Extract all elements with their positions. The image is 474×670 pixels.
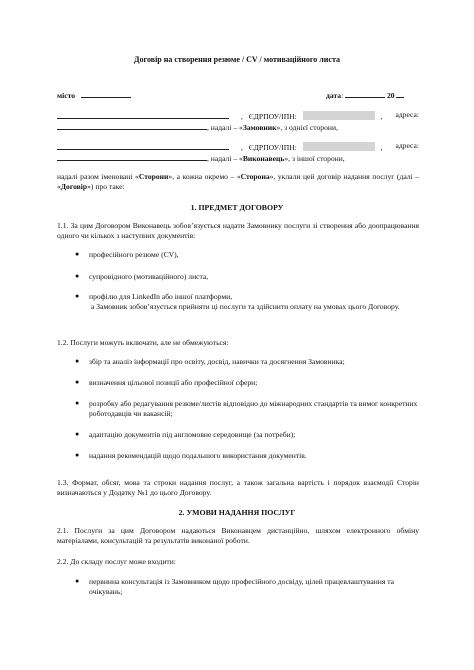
place-field[interactable]	[81, 89, 131, 98]
contractor-name-field[interactable]	[57, 141, 229, 150]
contractor-line-2: , надалі – «Виконавець», з іншої сторони,	[57, 152, 419, 164]
intro-paragraph: надалі разом іменовані «Сторони», а кожна окремо – «Сторона», уклали цей договір надання послуг (далі – «Договір») про таке:	[57, 172, 419, 192]
bullet-icon: ●	[75, 272, 80, 280]
bullet-icon: ●	[75, 378, 80, 386]
bullet-icon: ●	[75, 250, 80, 258]
bullet-icon: ●	[75, 577, 80, 585]
place-label: місто	[57, 91, 76, 100]
contractor-address-label: адреса:	[395, 141, 419, 150]
customer-edrpou-label: ЄДРПОУ/ІПН:	[248, 112, 297, 121]
place-row	[57, 89, 131, 101]
customer-line-1: , ЄДРПОУ/ІПН: , адреса:	[57, 110, 419, 122]
bullet-icon: ●	[75, 399, 80, 407]
contractor-edrpou-field[interactable]	[303, 142, 375, 151]
section-2-heading: 2. УМОВИ НАДАННЯ ПОСЛУГ	[178, 508, 296, 517]
customer-edrpou-field[interactable]	[303, 111, 375, 120]
clause-1-3: 1.3. Формат, обсяг, мова та строки надання послуг, а також загальна вартість і порядок взаємодії Сторін визначаються у Додатку №1 до цього Договору.	[57, 478, 419, 498]
clause-2-1: 2.1. Послуги за цим Договором надаються Виконавцем дистанційно, шляхом електронного обміну матеріалами, консультацій та результатів виконаної роботи.	[57, 526, 419, 546]
section-1-heading: 1. ПРЕДМЕТ ДОГОВОРУ	[190, 203, 284, 212]
customer-word: Замовник	[242, 123, 277, 132]
clause-2-2: 2.2. До складу послуг може входити:	[57, 557, 176, 566]
bullet-icon: ●	[75, 430, 80, 438]
clause-1-1: 1.1. За цим Договором Виконавець зобов’язується надати Замовнику послуги зі створення або доопрацювання одного чи кількох з наступних документів:	[57, 221, 419, 241]
contractor-word: Виконавець	[242, 154, 285, 163]
year-field[interactable]	[396, 89, 404, 98]
bullet-icon: ●	[75, 451, 80, 459]
contractor-line-1: , ЄДРПОУ/ІПН: , адреса:	[57, 141, 419, 153]
contractor-edrpou-label: ЄДРПОУ/ІПН:	[248, 143, 297, 152]
customer-name-field[interactable]	[57, 110, 229, 119]
bullet-icon: ●	[75, 292, 80, 300]
date-field[interactable]	[345, 89, 385, 98]
year-prefix: 20	[386, 91, 395, 100]
document-title: Договір на створення резюме / CV / мотиваційного листа	[134, 55, 340, 64]
customer-address-field[interactable]	[57, 121, 207, 130]
date-label: дата	[326, 91, 342, 100]
customer-line-2: , надалі – «Замовник», з однієї сторони,	[57, 121, 419, 133]
date-row: дата: 20	[326, 89, 404, 101]
contractor-address-field[interactable]	[57, 152, 207, 161]
document-page: Договір на створення резюме / CV / мотиваційного листа місто дата: 20 , ЄДРПОУ/ІПН: , адреса: , надалі – «Замовник», з однієї сторони, , ЄДРПОУ/ІПН: , адреса: , надалі – «Виконавець», з іншої сторони, надалі разом іменовані «Сторони», а кожна окремо – «Сторона», уклали цей договір надання послуг (далі – «Договір») про таке: 1. ПРЕДМЕТ ДОГОВОРУ 1.1. За цим Договором Виконавець зобов’язується надати Замовнику послуги зі створення або доопрацювання одного чи кількох з наступних документів: ● професійного резюме (CV), ● супровідного (мотиваційного) листа, ● профілю для LinkedIn або іншої платформи, а Замовник зобов’язується прийняти ці послуги та здійснити оплату на умовах цього Договору. 1.2. Послуги можуть включати, але не обмежуються: ● збір та аналіз інформації про освіту, досвід, навички та досягнення Замовника; ● визначення цільової позиції або професійної сфери; ● розробку або редагування резюме/листів відповідно до міжнародних стандартів та вимог конкретних роботодавців чи вакансій; ● адаптацію документів під англомовне середовище (за потреби); ● надання рекомендацій щодо подальшого використання документів. 1.3. Формат, обсяг, мова та строки надання послуг, а також загальна вартість і порядок взаємодії Сторін визначаються у Додатку №1 до цього Договору. 2. УМОВИ НАДАННЯ ПОСЛУГ 2.1. Послуги за цим Договором надаються Виконавцем дистанційно, шляхом електронного обміну матеріалами, консультацій та результатів виконаної роботи. 2.2. До складу послуг може входити: ● первинна консультація із Замовником щодо професійного досвіду, цілей працевлаштування та очікувань;	[0, 0, 474, 670]
bullet-icon: ●	[75, 357, 80, 365]
docs-tail: а Замовник зобов’язується прийняти ці послуги та здійснити оплату на умовах цього Договору.	[91, 302, 400, 311]
clause-1-2: 1.2. Послуги можуть включати, але не обмежуються:	[57, 338, 229, 347]
customer-address-label: адреса:	[395, 110, 419, 119]
